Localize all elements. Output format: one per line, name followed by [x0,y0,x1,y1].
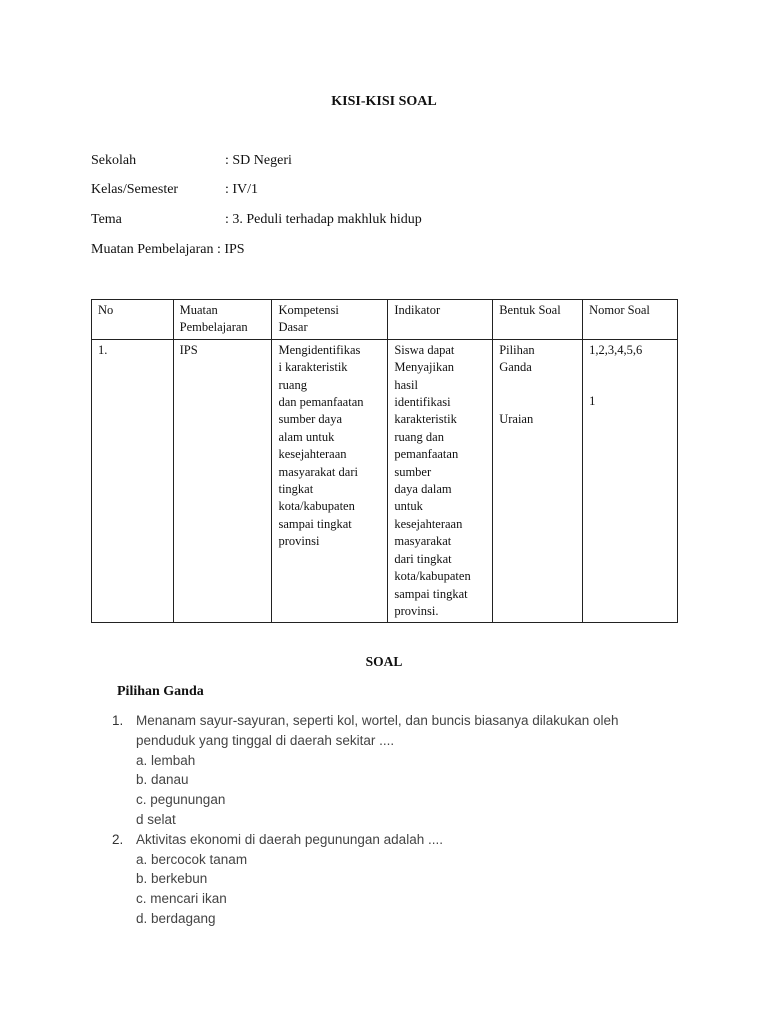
answer-option [112,810,619,830]
line-text: c. mencari ikan [136,891,227,907]
line-text: Aktivitas ekonomi di daerah pegunungan adalah .... [136,831,443,847]
cell-no: 1. [92,339,174,623]
cell-text-line: provinsi [278,534,320,549]
answer-option [112,751,619,771]
info-row-sekolah [91,153,292,169]
cell-indikator [388,339,493,623]
info-label: Muatan Pembelajaran [91,242,214,257]
cell-text-line: identifikasi [394,395,451,410]
header-cell-indikator: Indikator [388,300,493,340]
section-title: Pilihan Ganda [117,684,204,699]
info-label: Kelas/Semester [91,182,179,197]
cell-text-line: ruang [278,377,307,392]
question-item [112,711,619,830]
cell-text-line: provinsi. [394,603,439,618]
line-text: a. lembah [136,752,196,768]
cell-text-line: Menyajikan [394,360,455,375]
question-text [112,830,619,850]
cell-text-line: tingkat [278,482,314,497]
cell-kompetensi [272,339,388,623]
cell-text-line: kota/kabupaten [278,499,355,514]
cell-bentuk: Pilihan Ganda Uraian [493,339,583,623]
header-cell-bentuk: Bentuk Soal [493,300,583,340]
question-text [112,731,619,751]
cell-muatan: IPS [173,339,272,623]
info-value: : IV/1 [225,182,259,197]
question-number: 1. [112,713,124,728]
answer-option [112,770,619,790]
info-row-tema [91,212,422,228]
answer-option [112,869,619,889]
header-cell-muatan: Muatan Pembelajaran [173,300,272,340]
question-number: 2. [112,831,124,847]
cell-text-line: sampai tingkat [394,586,468,601]
cell-text-line: sampai tingkat [278,516,352,531]
line-text: Menanam sayur-sayuran, seperti kol, wortel, dan buncis biasanya dilakukan oleh [136,713,619,728]
cell-text-line: pemanfaatan [394,447,459,462]
header-cell-no: No [92,300,174,340]
answer-option [112,790,619,810]
kisi-table [91,299,678,623]
line-text: b. berkebun [136,871,208,887]
cell-text-line: Mengidentifikas [278,342,361,357]
line-text: d selat [136,811,176,827]
line-text: c. pegunungan [136,792,226,808]
info-label: Sekolah [91,153,137,168]
header-cell-nomor: Nomor Soal [583,300,678,340]
page-title: KISI-KISI SOAL [331,94,437,109]
cell-text-line: Siswa dapat [394,342,455,357]
table-header-row [92,300,678,340]
info-row-muatan [91,242,245,258]
line-text: d. berdagang [136,910,216,926]
question-item [112,830,619,929]
cell-text-line: masyarakat [394,534,452,549]
cell-text-line: sumber daya [278,412,343,427]
cell-text-line: hasil [394,377,418,392]
soal-title: SOAL [365,654,403,669]
cell-nomor: 1,2,3,4,5,6 1 [583,339,678,623]
question-list [112,711,619,929]
line-text: b. danau [136,772,189,788]
answer-option [112,909,619,929]
cell-text-line: i karakteristik [278,360,348,375]
info-label: Tema [91,212,122,227]
cell-text-line: masyarakat dari [278,464,358,479]
cell-text-line: kota/kabupaten [394,569,471,584]
line-text: penduduk yang tinggal di daerah sekitar .... [136,732,395,748]
table-row [92,339,678,623]
cell-text-line: dan pemanfaatan [278,395,364,410]
cell-text-line: sumber [394,464,432,479]
info-value: : 3. Peduli terhadap makhluk hidup [225,212,422,227]
header-cell-kompetensi: Kompetensi Dasar [272,300,388,340]
info-row-kelas [91,182,258,198]
answer-option [112,850,619,870]
info-value: : IPS [213,242,245,257]
cell-text-line: alam untuk [278,429,335,444]
cell-text-line: karakteristik [394,412,457,427]
cell-text-line: daya dalam [394,482,452,497]
info-value: : SD Negeri [225,153,292,168]
answer-option [112,889,619,909]
cell-text-line: kesejahteraan [278,447,347,462]
line-text: a. bercocok tanam [136,851,248,867]
question-text [112,711,619,731]
cell-text-line: kesejahteraan [394,516,463,531]
cell-text-line: untuk [394,499,423,514]
cell-text-line: ruang dan [394,429,444,444]
cell-text-line: dari tingkat [394,551,452,566]
